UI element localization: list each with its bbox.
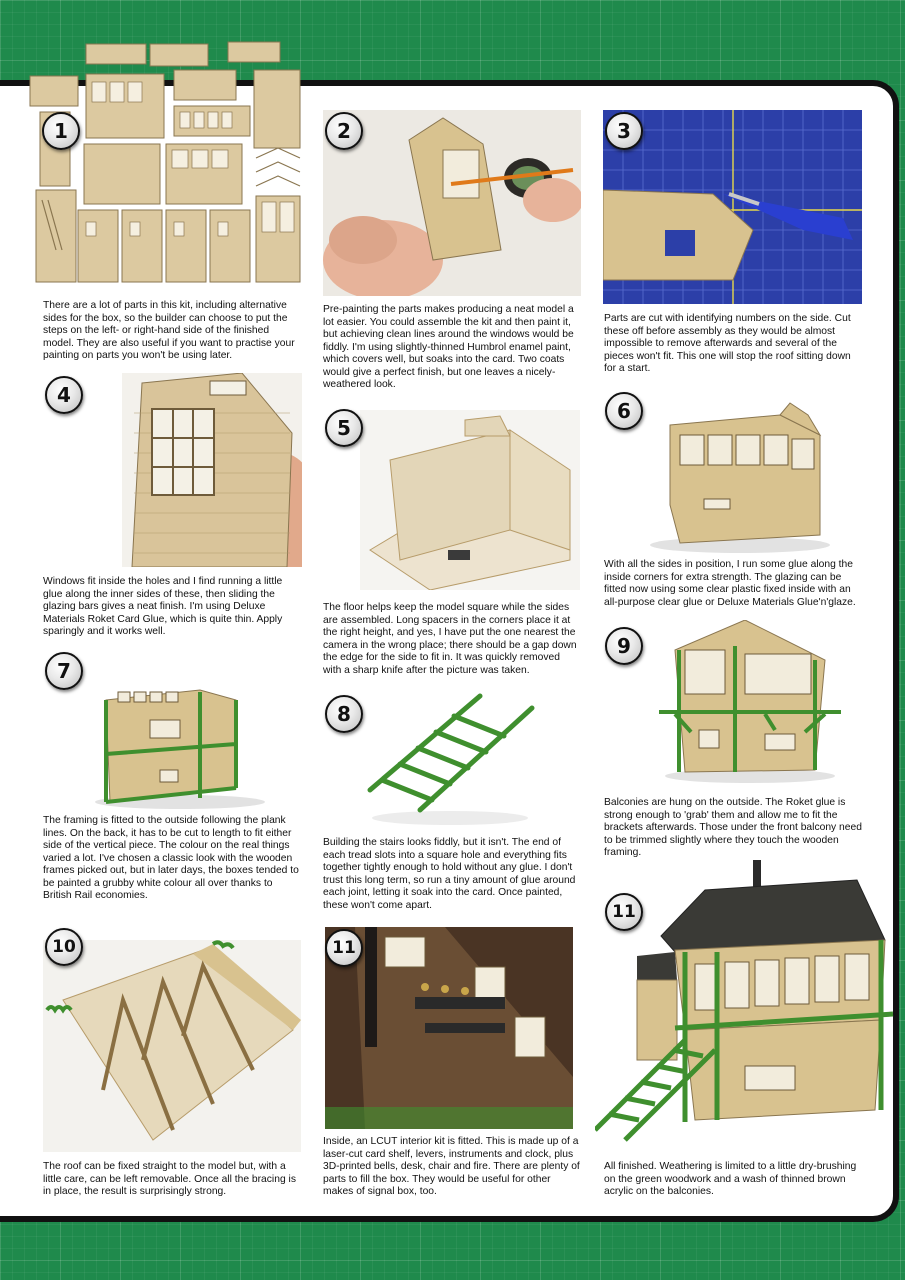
step-6-photo: [640, 395, 840, 555]
step-11-finished-caption: All finished. Weathering is limited to a little dry-brushing on the green woodwork and a wash of thinned brown acrylic on the balconies.: [604, 1161, 857, 1197]
step-2-number-badge: 2: [325, 112, 363, 150]
step-9-caption: Balconies are hung on the outside. The Roket glue is strong enough to 'grab' them and allow me to fit the brackets afterwards. Those under the front balcony need to be trimmed slightly where they touch the wooden framing.: [604, 797, 862, 858]
step-5-caption: The floor helps keep the model square while the sides are assembled. Long spacers in the corners place it at the right height, and yes, I have put the one nearest the camera in the wrong place; there should be a gap down the edge for the side to fit in. It was quickly removed with a sharp knife after the picture was taken.: [323, 602, 577, 676]
step-4-caption: Windows fit inside the holes and I find running a little glue along the inner sides of these, then sliding the glazing bars gives a neat finish. I'm using Deluxe Materials Roket Card Glue, which is quite thin. Apply sparingly and it works well.: [43, 576, 283, 637]
step-9-photo: [655, 620, 845, 785]
step-11-interior-photo: [325, 927, 573, 1129]
step-2-caption: Pre-painting the parts makes producing a neat model a lot easier. You could assemble the kit and then paint it, but achieving clean lines around the windows would be fiddly. I'm using slightly-thinned Humbrol enamel paint, which covers well, but soaks into the card. Two coats would give a perfect finish, but one leaves a nicely-weathered look.: [323, 304, 574, 390]
step-3-photo: [603, 110, 862, 304]
step-3-caption: Parts are cut with identifying numbers on the side. Cut these off before assembly as they would be almost impossible to remove afterwards and several of the pieces won't fit. This one will stop the roof sitting down for a start.: [604, 313, 851, 374]
step-5-photo: [360, 410, 580, 590]
step-8-photo: [360, 690, 540, 830]
step-1-caption: There are a lot of parts in this kit, including alternative sides for the box, so the builder can choose to put the steps on the left- or right-hand side of the finished model. They are also useful if you want to practise your painting on parts you won't be using later.: [43, 300, 295, 361]
step-5-number-badge: 5: [325, 409, 363, 447]
step-11-interior-number-badge: 11: [325, 929, 363, 967]
step-8-number-badge: 8: [325, 695, 363, 733]
step-6-number-badge: 6: [605, 392, 643, 430]
step-7-number-badge: 7: [45, 652, 83, 690]
step-4-photo: [122, 373, 302, 567]
step-10-caption: The roof can be fixed straight to the model but, with a little care, can be left removable. Once all the bracing is in place, the result is surprisingly strong.: [43, 1161, 296, 1197]
step-7-caption: The framing is fitted to the outside following the plank lines. On the back, it has to be cut to length to fit either side of the vertical piece. The colour on the real things varied a lot. I've chosen a classic look with the wooden frames picked out, but in later days, the boxes tended to be painted a grubby white colour all over thanks to British Rail economies.: [43, 815, 299, 901]
step-8-caption: Building the stairs looks fiddly, but it isn't. The end of each tread slots into a square hole and everything fits together tightly enough to hold without any glue. I don't trust this long term, so run a tiny amount of glue around each joint, letting it soak into the card. Once painted, these won't come apart.: [323, 837, 576, 911]
step-4-number-badge: 4: [45, 376, 83, 414]
step-10-number-badge: 10: [45, 928, 83, 966]
step-3-number-badge: 3: [605, 112, 643, 150]
step-1-number-badge: 1: [42, 112, 80, 150]
step-7-photo: [90, 670, 270, 810]
step-10-photo: [43, 940, 301, 1152]
step-11-interior-caption: Inside, an LCUT interior kit is fitted. This is made up of a laser-cut card shelf, levers, instruments and clock, plus 3D-printed bells, desk, chair and fire. There are plenty of parts to fill the box. They would be useful for other makes of signal box, too.: [323, 1136, 580, 1197]
step-6-caption: With all the sides in position, I run some glue along the inside corners for extra strength. The glazing can be fitted now using some clear plastic fixed inside with an all-purpose clear glue or Deluxe Materials Glue'n'glaze.: [604, 559, 856, 608]
step-1-photo: [28, 40, 308, 290]
step-11-finished-number-badge: 11: [605, 893, 643, 931]
step-9-number-badge: 9: [605, 627, 643, 665]
